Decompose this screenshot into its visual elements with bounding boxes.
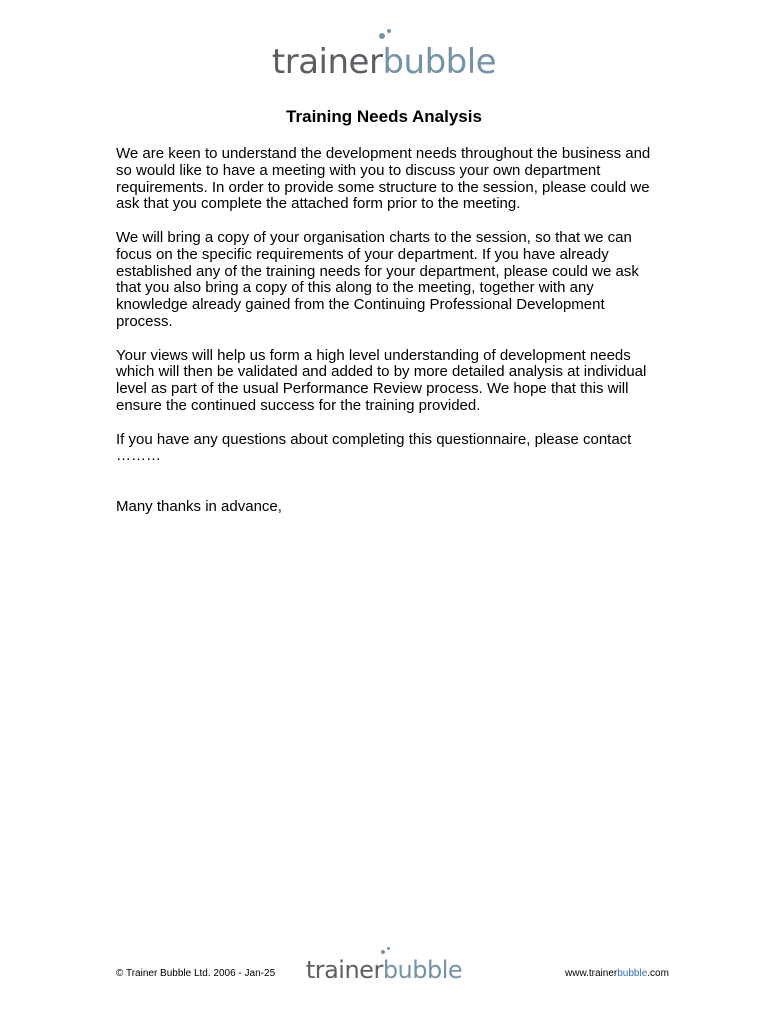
closing-line: Many thanks in advance,: [116, 497, 282, 515]
document-title: Training Needs Analysis: [286, 107, 482, 126]
contact-placeholder-dots: ………: [116, 447, 161, 465]
footer-copyright: © Trainer Bubble Ltd. 2006 - Jan-25: [116, 968, 276, 979]
website-prefix: www.trainer: [565, 968, 618, 979]
footer-logo-word-bubble: bubble: [382, 956, 463, 984]
trainerbubble-logo-header: [0, 38, 768, 86]
paragraph-organisation-charts: We will bring a copy of your organisation charts to the session, so that we can focus on the specific requirements of your department. If you have already established any of the training needs for your department, please could we ask that you also bring a copy of this along to the meeting, together with any knowledge already gained from the Continuing Professional Development process.: [116, 228, 639, 330]
logo-word-trainer: trainer: [271, 42, 383, 82]
footer-logo-word-trainer: trainer: [305, 956, 383, 984]
logo-word-bubble: bubble: [382, 42, 497, 82]
paragraph-contact: If you have any questions about completing this questionnaire, please contact: [116, 430, 632, 448]
website-suffix: .com: [647, 968, 669, 979]
footer-website-link[interactable]: [565, 967, 669, 981]
document-body: [116, 146, 661, 532]
website-brand: bubble: [617, 968, 648, 979]
paragraph-views: Your views will help us form a high level understanding of development needs which will then be validated and added to by more detailed analysis at individual level as part of the usual Performance Review process. We hope that this will ensure the continued success for the training provided.: [116, 346, 647, 414]
paragraph-intro: We are keen to understand the development needs throughout the business and so would like to have a meeting with you to discuss your own department requirements. In order to provide some structure to the session, please could we ask that you complete the attached form prior to the meeting.: [116, 145, 651, 213]
